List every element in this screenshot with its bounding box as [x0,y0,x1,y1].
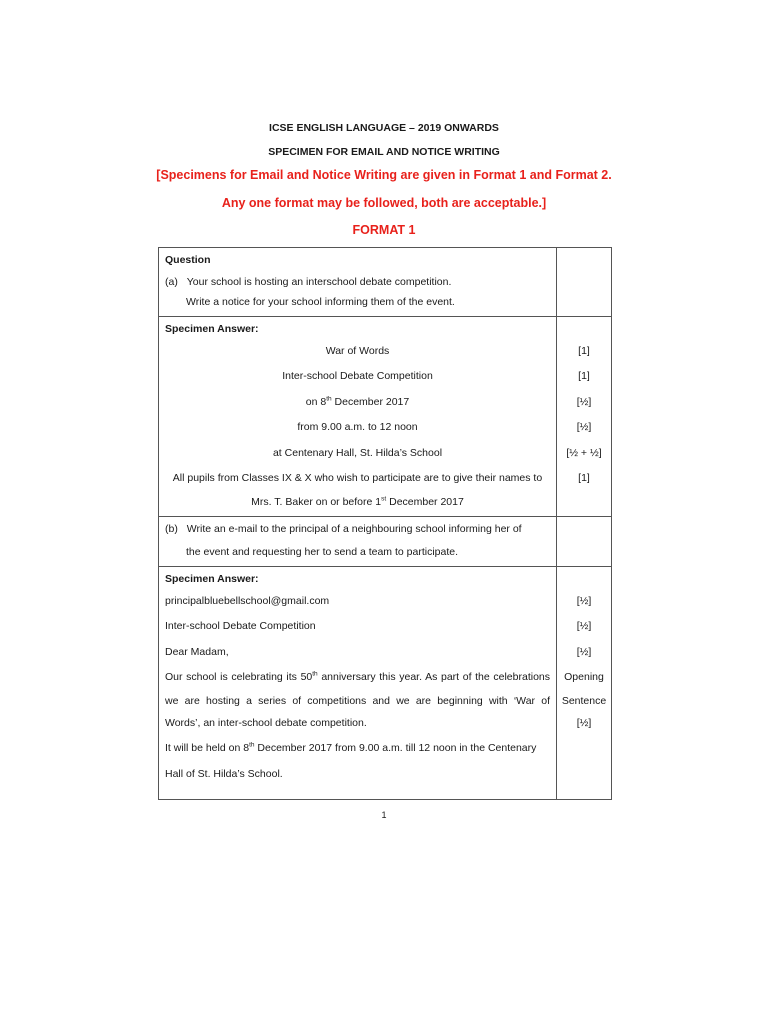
format-title: FORMAT 1 [352,223,416,237]
opening-label2: Sentence [561,694,607,707]
question-cell [159,248,557,316]
marks-date: [½] [576,395,592,408]
notice-title: War of Words [325,344,390,357]
marks-title: [1] [578,344,590,357]
part-b-line1: Write an e-mail to the principal of a neighbouring school informing her of [186,522,522,535]
notice-venue: at Centenary Hall, St. Hilda’s School [272,446,443,459]
email-answer-row [159,566,611,800]
marks-to: [½] [576,594,592,607]
email-marks-cell [557,567,611,800]
question-row [159,248,611,316]
part-b-marks-cell [557,517,611,566]
page-number: 1 [381,810,387,820]
notice-answer-cell [159,317,557,516]
document-subtitle: SPECIMEN FOR EMAIL AND NOTICE WRITING [268,146,500,158]
notice-event-name: Inter-school Debate Competition [282,370,433,382]
format-note-line1: [Specimens for Email and Notice Writing are given in Format 1 and Format 2. [156,168,612,182]
notice-instruction-line2: Mrs. T. Baker on or before 1st December 2017 [251,495,464,508]
email-para2-line1: It will be held on 8th December 2017 from 9.00 a.m. till 12 noon in the Centenary [165,741,537,754]
email-salutation: Dear Madam, [165,645,229,658]
part-a-line1: Your school is hosting an interschool debate competition. [186,276,452,288]
email-subject: Inter-school Debate Competition [165,620,316,632]
part-b-row [159,516,611,566]
notice-marks-cell [557,317,611,516]
notice-instruction-line1: All pupils from Classes IX & X who wish to participate are to give their names to [172,472,543,484]
email-para1-line3: Words’, an inter-school debate competition. [165,716,367,729]
notice-time: from 9.00 a.m. to 12 noon [297,421,418,433]
marks-time: [½] [576,421,592,433]
question-heading: Question [165,254,211,266]
notice-answer-row [159,316,611,516]
email-para1-line2: we are hosting a series of competitions and we are beginning with ‘War of [165,694,550,707]
specimen-table [158,247,612,800]
part-b-cell [159,517,557,566]
format-note-line2: Any one format may be followed, both are acceptable.] [221,196,547,210]
part-a-label: (a) [165,276,178,288]
marks-opening: [½] [576,716,592,729]
email-para2-line2: Hall of St. Hilda’s School. [165,767,283,780]
email-para1-line1: Our school is celebrating its 50th anniversary this year. As part of the celebrations [165,670,550,683]
question-marks-cell [557,248,611,316]
email-to: principalbluebellschool@gmail.com [165,594,330,607]
marks-venue: [½ + ½] [566,446,602,459]
email-answer-cell [159,567,557,800]
document-title: ICSE ENGLISH LANGUAGE – 2019 ONWARDS [269,122,499,134]
marks-instruction: [1] [578,472,590,484]
email-answer-heading: Specimen Answer: [165,572,259,585]
part-b-label: (b) [165,522,178,535]
marks-salutation: [½] [576,645,592,658]
notice-date: on 8th December 2017 [305,395,410,408]
marks-event-name: [1] [578,370,590,382]
part-b-line2: the event and requesting her to send a team to participate. [186,545,459,558]
part-a-line2: Write a notice for your school informing them of the event. [186,295,455,308]
marks-subject: [½] [576,620,592,632]
opening-label1: Opening [564,671,604,683]
notice-answer-heading: Specimen Answer: [165,322,259,335]
